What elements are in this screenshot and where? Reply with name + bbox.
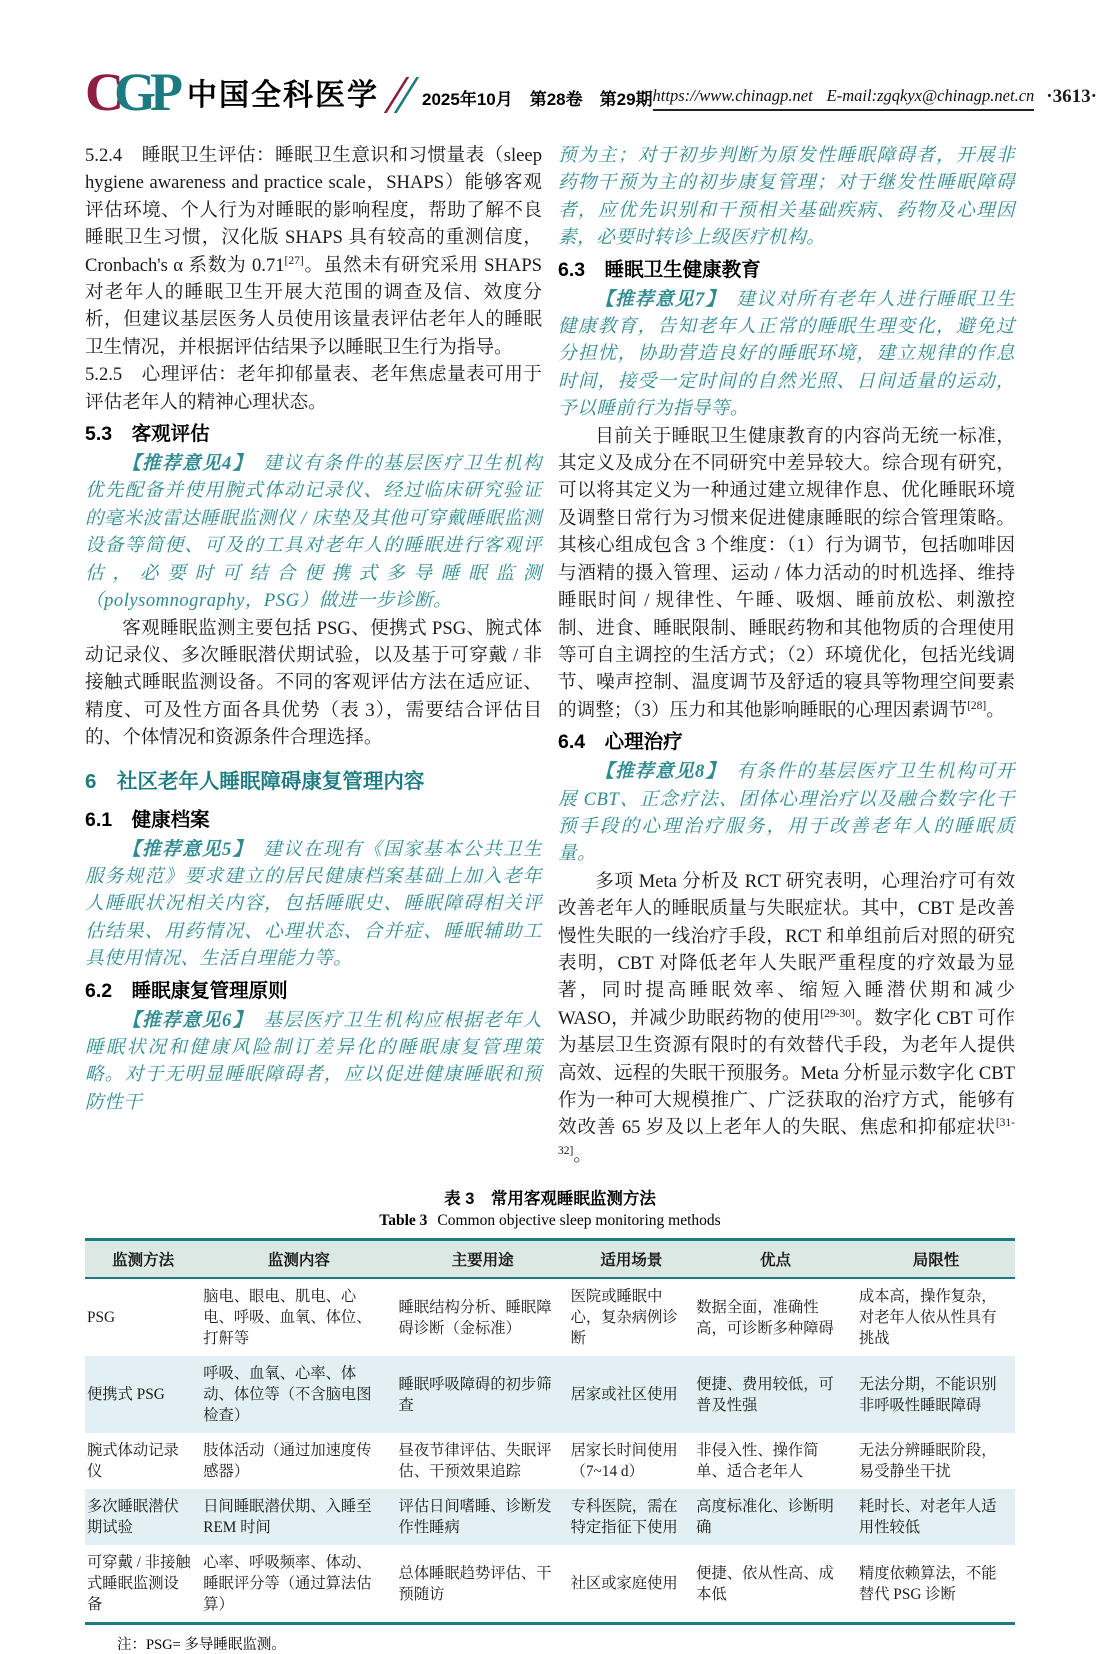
table-cell: 睡眠呼吸障碍的初步筛查 [398,1375,552,1414]
table-cell: 多次睡眠潜伏期试验 [87,1498,179,1537]
subsection-heading: 6.4 心理治疗 [558,731,683,754]
text-run: 。 [986,699,1005,721]
table-cell: 心率、呼吸频率、体动、睡眠评分等（通过算法估算） [203,1554,372,1614]
recommendation-label: 【推荐意见8】 [595,761,717,783]
table-cell: 呼吸、血氧、心率、体动、体位等（不含脑电图检查） [203,1365,372,1425]
column-header: 监测方法 [85,1240,201,1279]
table-cell: PSG [87,1309,116,1327]
body-paragraph [85,361,542,416]
subsection-heading: 6.2 睡眠康复管理原则 [85,979,288,1002]
table-cell: 成本高，操作复杂，对老年人依从性具有挑战 [858,1288,997,1348]
journal-name: 中国全科医学 [187,79,379,112]
table-cell: 便捷、费用较低，可普及性强 [696,1375,834,1414]
body-paragraph [85,142,542,361]
table-cell: 无法分期，不能识别非呼吸性睡眠障碍 [858,1375,997,1414]
text-run: 建议在现有《国家基本公共卫生服务规范》要求建立的居民健康档案基础上加入老年人睡眠状况相关内容，包括睡眠史、睡眠障碍相关评估结果、用药情况、心理状态、合并症、睡眠辅助工具使用情况、生活自理能力等。 [85,838,542,970]
table-cell: 耗时长、对老年人适用性较低 [858,1498,997,1537]
text-run: 多项 Meta 分析及 RCT 研究表明，心理治疗可有效改善老年人的睡眠质量与失眠症状。其中，CBT 是改善慢性失眠的一线治疗手段，RCT 和单组前后对照的研究表明，CBT 对降低老年人失眠严重程度的疗效最为显著，同时提高睡眠效率、缩短入睡潜伏期和减少 WASO，并减少助眠药物的使用 [558,870,1015,1029]
logo-letters-gp: GP [114,62,177,122]
journal-logo [85,62,177,122]
table-cell: 社区或家庭使用 [570,1575,678,1593]
table-title-cn: 表 3 常用客观睡眠监测方法 [444,1190,656,1209]
column-header: 适用场景 [569,1240,695,1279]
text-run: 建议对所有老年人进行睡眠卫生健康教育，告知老年人正常的睡眠生理变化，避免过分担忧，协助营造良好的睡眠环境，建立规律的作息时间，接受一定时间的自然光照、日间适量的运动，予以睡前行为指导等。 [558,288,1015,420]
table-cell: 便携式 PSG [87,1386,165,1404]
table-cell: 数据全面，准确性高，可诊断多种障碍 [696,1298,834,1337]
table-row [85,1545,1015,1624]
text-run: 。虽然未有研究采用 SHAPS 对老年人的睡眠卫生开展大范围的调查及信、效度分析，但建议基层医务人员使用该量表评估老年人的睡眠卫生情况，并根据评估结果予以睡眠卫生行为指导。 [85,254,542,358]
column-header: 局限性 [857,1240,1015,1279]
text-run: 基层医疗卫生机构应根据老年人睡眠状况和健康风险制订差异化的睡眠康复管理策略。对于无明显睡眠障碍者，应以促进健康睡眠和预防性干 [85,1009,542,1113]
text-run: 客观睡眠监测主要包括 PSG、便携式 PSG、腕式体动记录仪、多次睡眠潜伏期试验，以及基于可穿戴 / 非接触式睡眠监测设备。不同的客观评估方法在适应证、精度、可及性方面各具优势（表 3），需要结合评估目的、个体情况和资源条件合理选择。 [85,617,542,749]
left-column [85,142,542,1169]
text-run: 5.2.5 心理评估：老年抑郁量表、老年焦虑量表可用于评估老年人的精神心理状态。 [85,364,542,413]
body-paragraph [85,615,542,752]
recommendation-paragraph [558,142,1015,252]
table-cell: 精度依赖算法，不能替代 PSG 诊断 [858,1564,997,1603]
table-note: 注：PSG= 多导睡眠监测。 [117,1637,286,1654]
table-cell: 总体睡眠趋势评估、干预随访 [398,1564,552,1603]
table-cell: 居家长时间使用（7~14 d） [570,1442,678,1481]
text-run: 目前关于睡眠卫生健康教育的内容尚无统一标准，其定义及成分在不同研究中差异较大。综合现有研究，可以将其定义为一种通过建立规律作息、优化睡眠环境及调整日常行为习惯来促进健康睡眠的综合管理策略。其核心组成包含 3 个维度：（1）行为调节，包括咖啡因与酒精的摄入管理、运动 / 体力活动的时机选择、维持睡眠时间 / 规律性、午睡、吸烟、睡前放松、刺激控制、进食、睡眠限制、睡眠药物和其他物质的合理使用等可自主调控的生活方式；（2）环境优化，包括光线调节、噪声控制、温度调节及舒适的寝具等物理空间要素的调整；（3）压力和其他影响睡眠的心理因素调节 [558,425,1015,721]
issue-info: 2025年10月 第28卷 第29期 [422,89,653,109]
table-cell: 睡眠结构分析、睡眠障碍诊断（金标准） [398,1298,552,1337]
article-body [85,142,1015,1169]
table-caption-en: Common objective sleep monitoring methods [437,1212,721,1230]
text-run: 。数字化 CBT 可作为基层卫生资源有限时的有效替代手段，为老年人提供高效、远程的失眠干预服务。Meta 分析显示数字化 CBT 作为一种可大规模推广、广泛获取的治疗方式，能够有效改善 65 岁及以上老年人的失眠、焦虑和抑郁症状 [558,1007,1015,1139]
table-row [85,1356,1015,1433]
table-cell: 评估日间嗜睡、诊断发作性睡病 [398,1498,552,1537]
journal-url: https://www.chinagp.net [652,85,813,105]
body-paragraph [558,868,1015,1169]
table-cell: 肢体活动（通过加速度传感器） [203,1442,372,1481]
recommendation-label: 【推荐意见4】 [122,453,244,475]
recommendation-label: 【推荐意见7】 [595,288,717,310]
table3-section [85,1185,1015,1654]
text-run: 5.2.4 睡眠卫生评估：睡眠卫生意识和习惯量表（sleep hygiene awareness and practice scale，SHAPS）能够客观评估环境、个人行为对睡眠的影响程度，帮助了解不良睡眠卫生习惯，汉化版 SHAPS 具有较高的重测信度，Cronbach's α 系数为 0.71 [85,145,542,276]
table-row [85,1278,1015,1356]
journal-header [85,62,1097,122]
subsection-heading: 6.1 健康档案 [85,808,210,831]
recommendation-paragraph [558,286,1015,423]
citation-superscript: [28] [967,699,987,712]
slash-decoration-icon [395,77,408,113]
citation-superscript: [29-30] [820,1007,855,1020]
table-cell: 高度标准化、诊断明确 [696,1498,834,1537]
body-paragraph [558,423,1015,724]
table-cell: 便捷、依从性高、成本低 [696,1564,834,1603]
table-cell: 专科医院，需在特定指征下使用 [570,1498,678,1537]
page-number: ·3613· [1046,86,1097,107]
subsection-heading: 5.3 客观评估 [85,423,210,446]
journal-email: E-mail:zgqkyx@chinagp.net.cn [826,85,1035,105]
column-header: 主要用途 [397,1240,569,1279]
recommendation-paragraph [558,758,1015,868]
logo-letter-c: C [85,62,124,122]
recommendation-label: 【推荐意见5】 [122,838,244,860]
table-cell: 医院或睡眠中心，复杂病例诊断 [570,1288,678,1348]
table-cell: 可穿戴 / 非接触式睡眠监测设备 [87,1554,191,1614]
table-cell: 日间睡眠潜伏期、入睡至 REM 时间 [203,1498,372,1537]
text-run: 建议有条件的基层医疗卫生机构优先配备并使用腕式体动记录仪、经过临床研究验证的毫米波雷达睡眠监测仪 / 床垫及其他可穿戴睡眠监测设备等简便、可及的工具对老年人的睡眠进行客观评估，必要时可结合便携式多导睡眠监测（polysomnography，PSG）做进一步诊断。 [85,453,542,612]
table-header-row [85,1240,1015,1279]
table-cell: 腕式体动记录仪 [87,1442,179,1481]
table-title-en [85,1212,1015,1230]
column-header: 监测内容 [201,1240,396,1279]
table-cell: 昼夜节律评估、失眠评估、干预效果追踪 [398,1442,552,1481]
text-run: 。 [573,1144,592,1166]
sleep-monitoring-table [85,1238,1015,1625]
table-cell: 脑电、眼电、肌电、心电、呼吸、血氧、体位、打鼾等 [203,1288,372,1348]
recommendation-label: 【推荐意见6】 [122,1009,244,1031]
journal-contact [653,86,1035,111]
text-run: 预为主；对于初步判断为原发性睡眠障碍者，开展非药物干预为主的初步康复管理；对于继发性睡眠障碍者，应优先识别和干预相关基础疾病、药物及心理因素，必要时转诊上级医疗机构。 [558,145,1015,249]
recommendation-paragraph [85,1007,542,1117]
table-row [85,1489,1015,1545]
table-cell: 非侵入性、操作简单、适合老年人 [696,1442,819,1481]
recommendation-paragraph [85,836,542,973]
recommendation-paragraph [85,450,542,614]
table-label-en: Table 3 [379,1212,428,1230]
column-header: 优点 [694,1240,857,1279]
section-heading: 6 社区老年人睡眠障碍康复管理内容 [85,769,425,793]
citation-superscript: [31-32] [558,1117,1015,1157]
subsection-heading: 6.3 睡眠卫生健康教育 [558,258,761,281]
text-run: 有条件的基层医疗卫生机构可开展 CBT、正念疗法、团体心理治疗以及融合数字化干预手段的心理治疗服务，用于改善老年人的睡眠质量。 [558,761,1015,865]
right-column [558,142,1015,1169]
citation-superscript: [27] [284,254,304,267]
table-row [85,1433,1015,1489]
table-cell: 居家或社区使用 [570,1386,678,1404]
table-cell: 无法分辨睡眠阶段，易受静坐干扰 [858,1442,997,1481]
